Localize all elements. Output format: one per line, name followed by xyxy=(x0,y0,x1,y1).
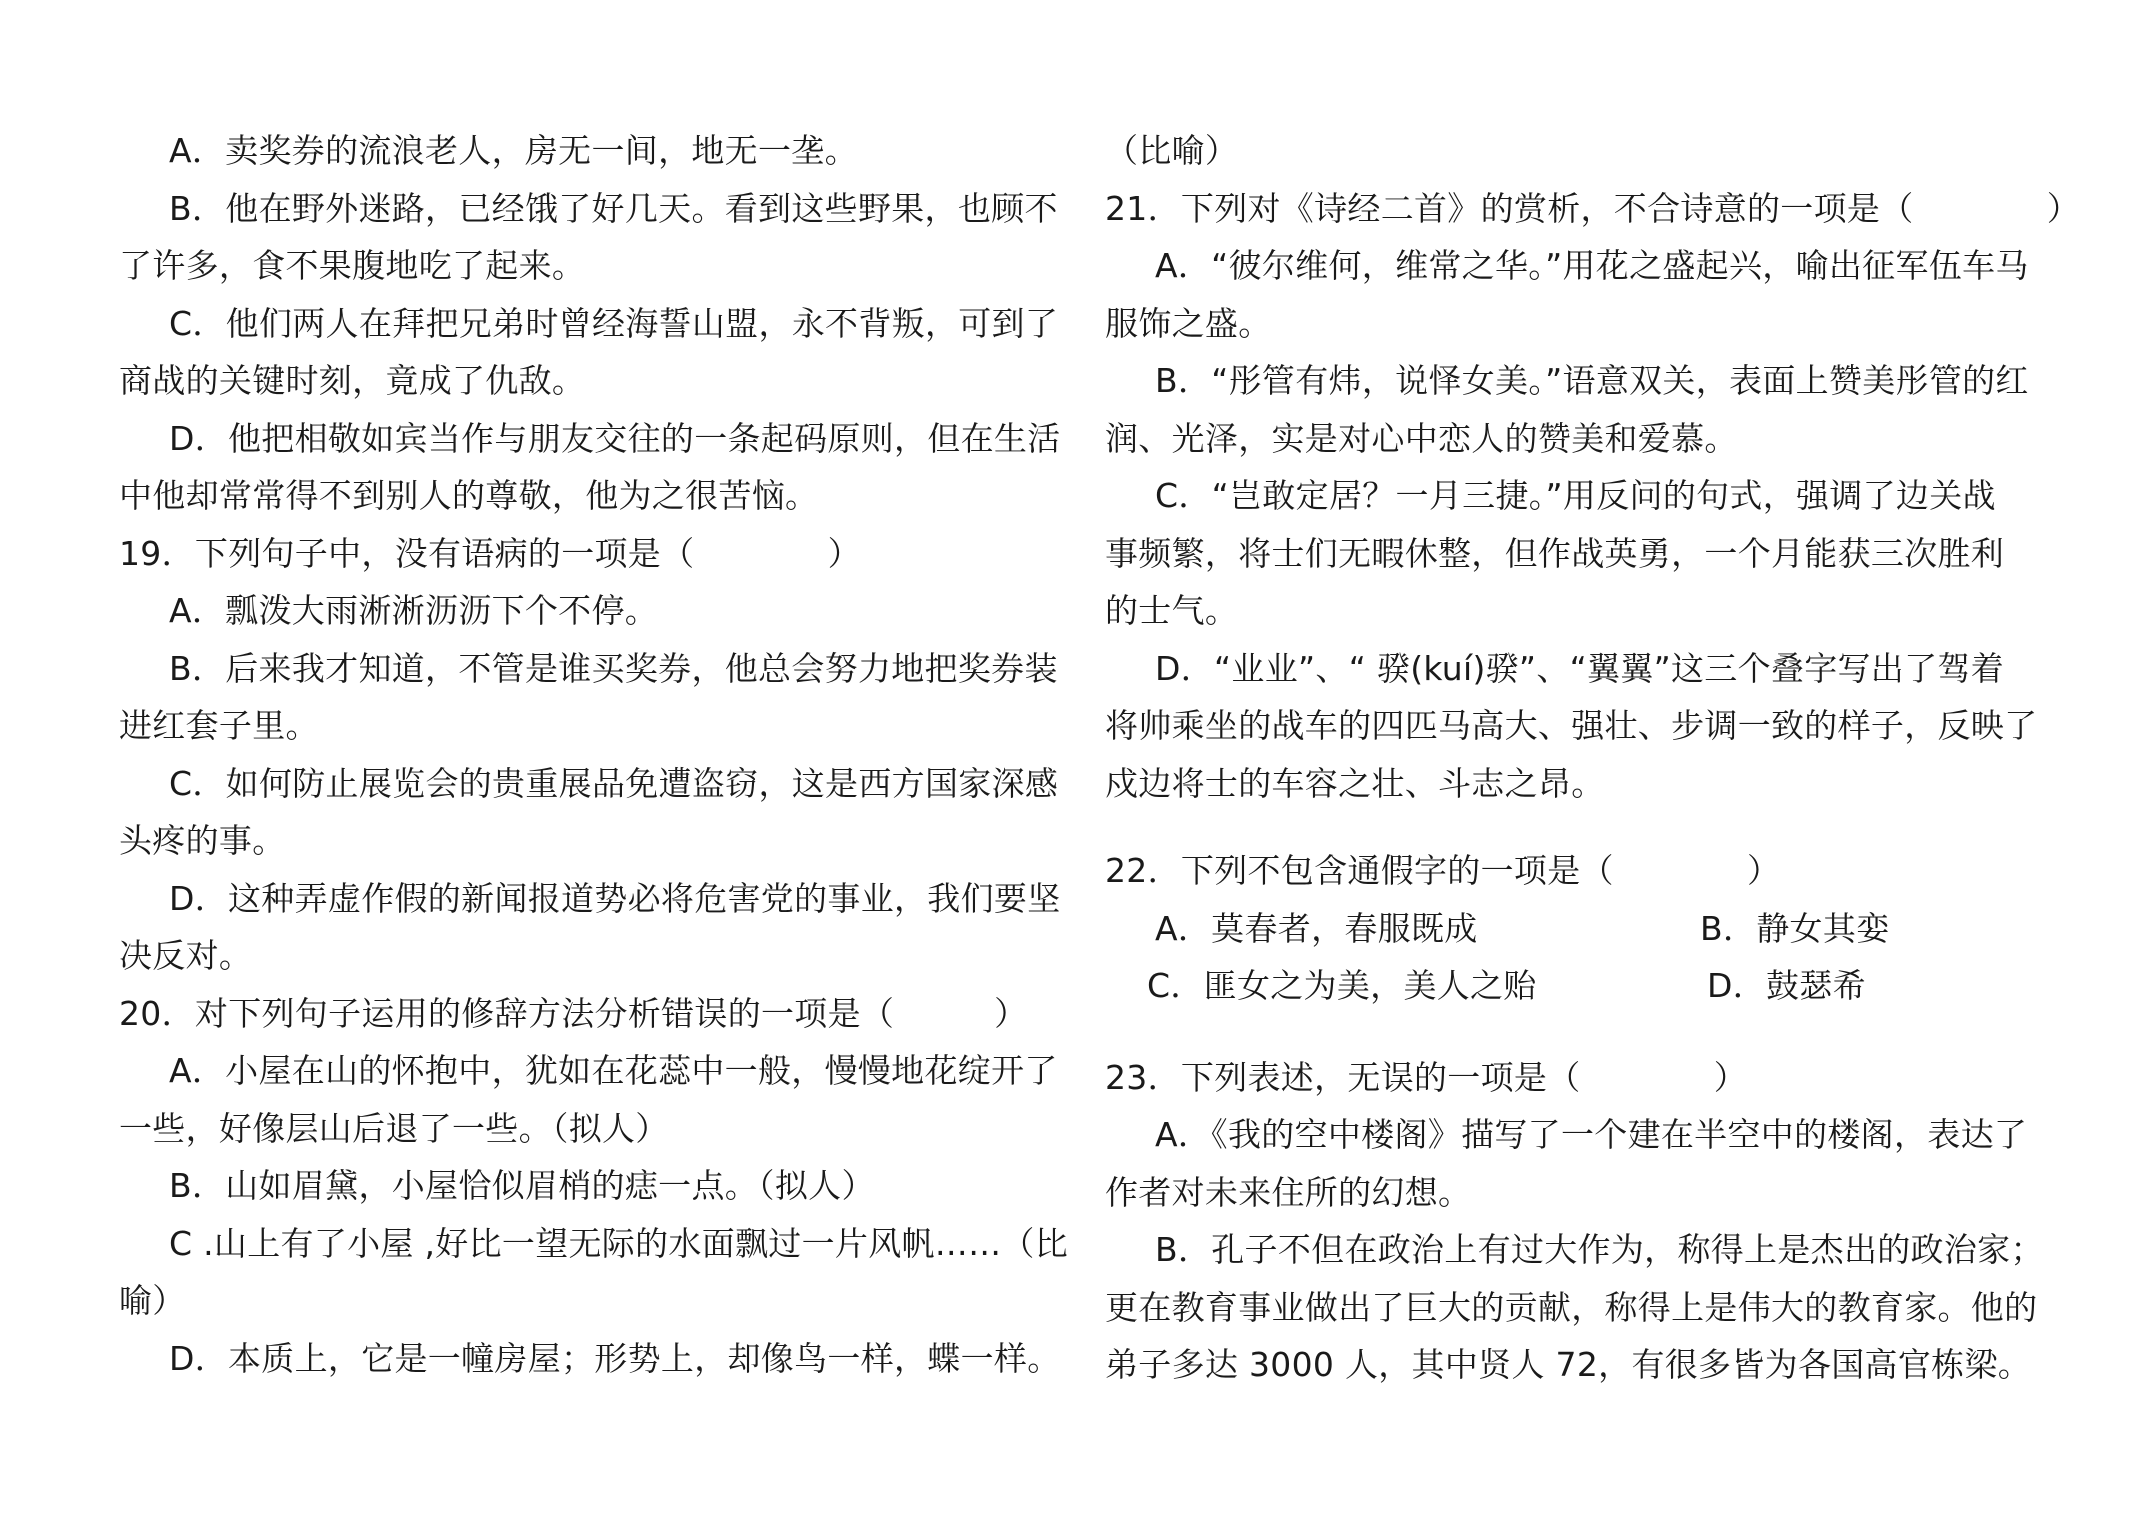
text-line: A．瓢泼大雨淅淅沥沥下个不停。 xyxy=(169,591,659,630)
text-line: 服饰之盛。 xyxy=(1105,303,1272,343)
text-line: 弟子多达 3000 人，其中贤人 72，有很多皆为各国高官栋梁。 xyxy=(1105,1345,2032,1384)
text-line: C．他们两人在拜把兄弟时曾经海誓山盟，永不背叛，可到了 xyxy=(169,303,1059,343)
option-c: C．匪女之为美，美人之贻 xyxy=(1147,966,1537,1005)
text-line: 决反对。 xyxy=(119,936,253,975)
text-line: 将帅乘坐的战车的四匹马高大、强壮、步调一致的样子，反映了 xyxy=(1105,706,2038,745)
text-line: A．“彼尔维何，维常之华。”用花之盛起兴，喻出征军伍车马 xyxy=(1155,246,2029,285)
text-line: D．这种弄虚作假的新闻报道势必将危害党的事业，我们要坚 xyxy=(169,878,1061,918)
text-line: 商战的关键时刻，竟成了仇敌。 xyxy=(119,361,586,400)
text-line: B．“彤管有炜，说怿女美。”语意双关，表面上赞美彤管的红 xyxy=(1155,361,2029,400)
text-line: 的士气。 xyxy=(1105,591,1239,630)
text-line: B．他在野外迷路，已经饿了好几天。看到这些野果，也顾不 xyxy=(169,188,1058,228)
text-line: C .山上有了小屋 ,好比一望无际的水面飘过一片风帆……（比 xyxy=(169,1223,1069,1263)
option-d: D．鼓瑟希 xyxy=(1707,966,1866,1005)
text-line: 头疼的事。 xyxy=(119,821,286,860)
text-line: 喻） xyxy=(119,1281,186,1320)
text-line: D．本质上，它是一幢房屋；形势上，却像鸟一样，蝶一样。 xyxy=(169,1338,1061,1378)
text-line: A．《我的空中楼阁》描写了一个建在半空中的楼阁，表达了 xyxy=(1155,1115,2028,1154)
question-20-stem: 20．对下列句子运用的修辞方法分析错误的一项是（ ） xyxy=(119,993,1028,1033)
spacer xyxy=(1105,812,2049,842)
text-line: B．孔子不但在政治上有过大作为，称得上是杰出的政治家； xyxy=(1155,1230,2044,1269)
text-line: D．他把相敬如宾当作与朋友交往的一条起码原则，但在生活 xyxy=(169,418,1061,458)
question-21-stem: 21．下列对《诗经二首》的赏析，不合诗意的一项是（ ） xyxy=(1105,188,2080,228)
left-column xyxy=(119,122,1069,1387)
text-line: 中他却常常得不到别人的尊敬，他为之很苦恼。 xyxy=(119,476,819,515)
text-line: 戍边将士的车容之壮、斗志之昂。 xyxy=(1105,763,1605,803)
text-line: 进红套子里。 xyxy=(119,706,319,745)
text-line: 了许多，食不果腹地吃了起来。 xyxy=(119,246,586,285)
question-19-stem: 19．下列句子中，没有语病的一项是（ ） xyxy=(119,533,861,573)
text-line: C．如何防止展览会的贵重展品免遭盗窃，这是西方国家深感 xyxy=(169,763,1059,803)
options-row xyxy=(1105,957,2049,1015)
text-line: （比喻） xyxy=(1105,131,1239,170)
right-column xyxy=(1105,122,2080,1394)
text-line: B．后来我才知道，不管是谁买奖券，他总会努力地把奖券装 xyxy=(169,648,1058,688)
options-row xyxy=(1105,900,2049,958)
text-line: 更在教育事业做出了巨大的贡献，称得上是伟大的教育家。他的 xyxy=(1105,1287,2038,1327)
spacer xyxy=(1105,1015,2049,1049)
question-23-stem: 23．下列表述，无误的一项是（ ） xyxy=(1105,1057,1747,1097)
option-b: B．静女其娈 xyxy=(1700,908,1890,948)
text-line: 一些，好像层山后退了一些。（拟人） xyxy=(119,1108,669,1148)
question-22-stem: 22．下列不包含通假字的一项是（ ） xyxy=(1105,851,1781,890)
text-line: B．山如眉黛，小屋恰似眉梢的痣一点。（拟人） xyxy=(169,1166,875,1205)
text-line: A．小屋在山的怀抱中，犹如在花蕊中一般，慢慢地花绽开了 xyxy=(169,1051,1058,1090)
text-line: A．卖奖券的流浪老人，房无一间，地无一垄。 xyxy=(169,131,858,170)
text-line: D．“业业”、“ 骙(kuí)骙”、“翼翼”这三个叠字写出了驾着 xyxy=(1155,648,2005,688)
option-a: A．莫春者，春服既成 xyxy=(1155,908,1478,948)
text-line: 事频繁，将士们无暇休整，但作战英勇，一个月能获三次胜利 xyxy=(1105,533,2005,573)
text-line: 润、光泽，实是对心中恋人的赞美和爱慕。 xyxy=(1105,418,1738,458)
text-line: 作者对未来住所的幻想。 xyxy=(1105,1172,1472,1212)
text-line: C．“岂敢定居？一月三捷。”用反问的句式，强调了边关战 xyxy=(1155,476,1996,515)
